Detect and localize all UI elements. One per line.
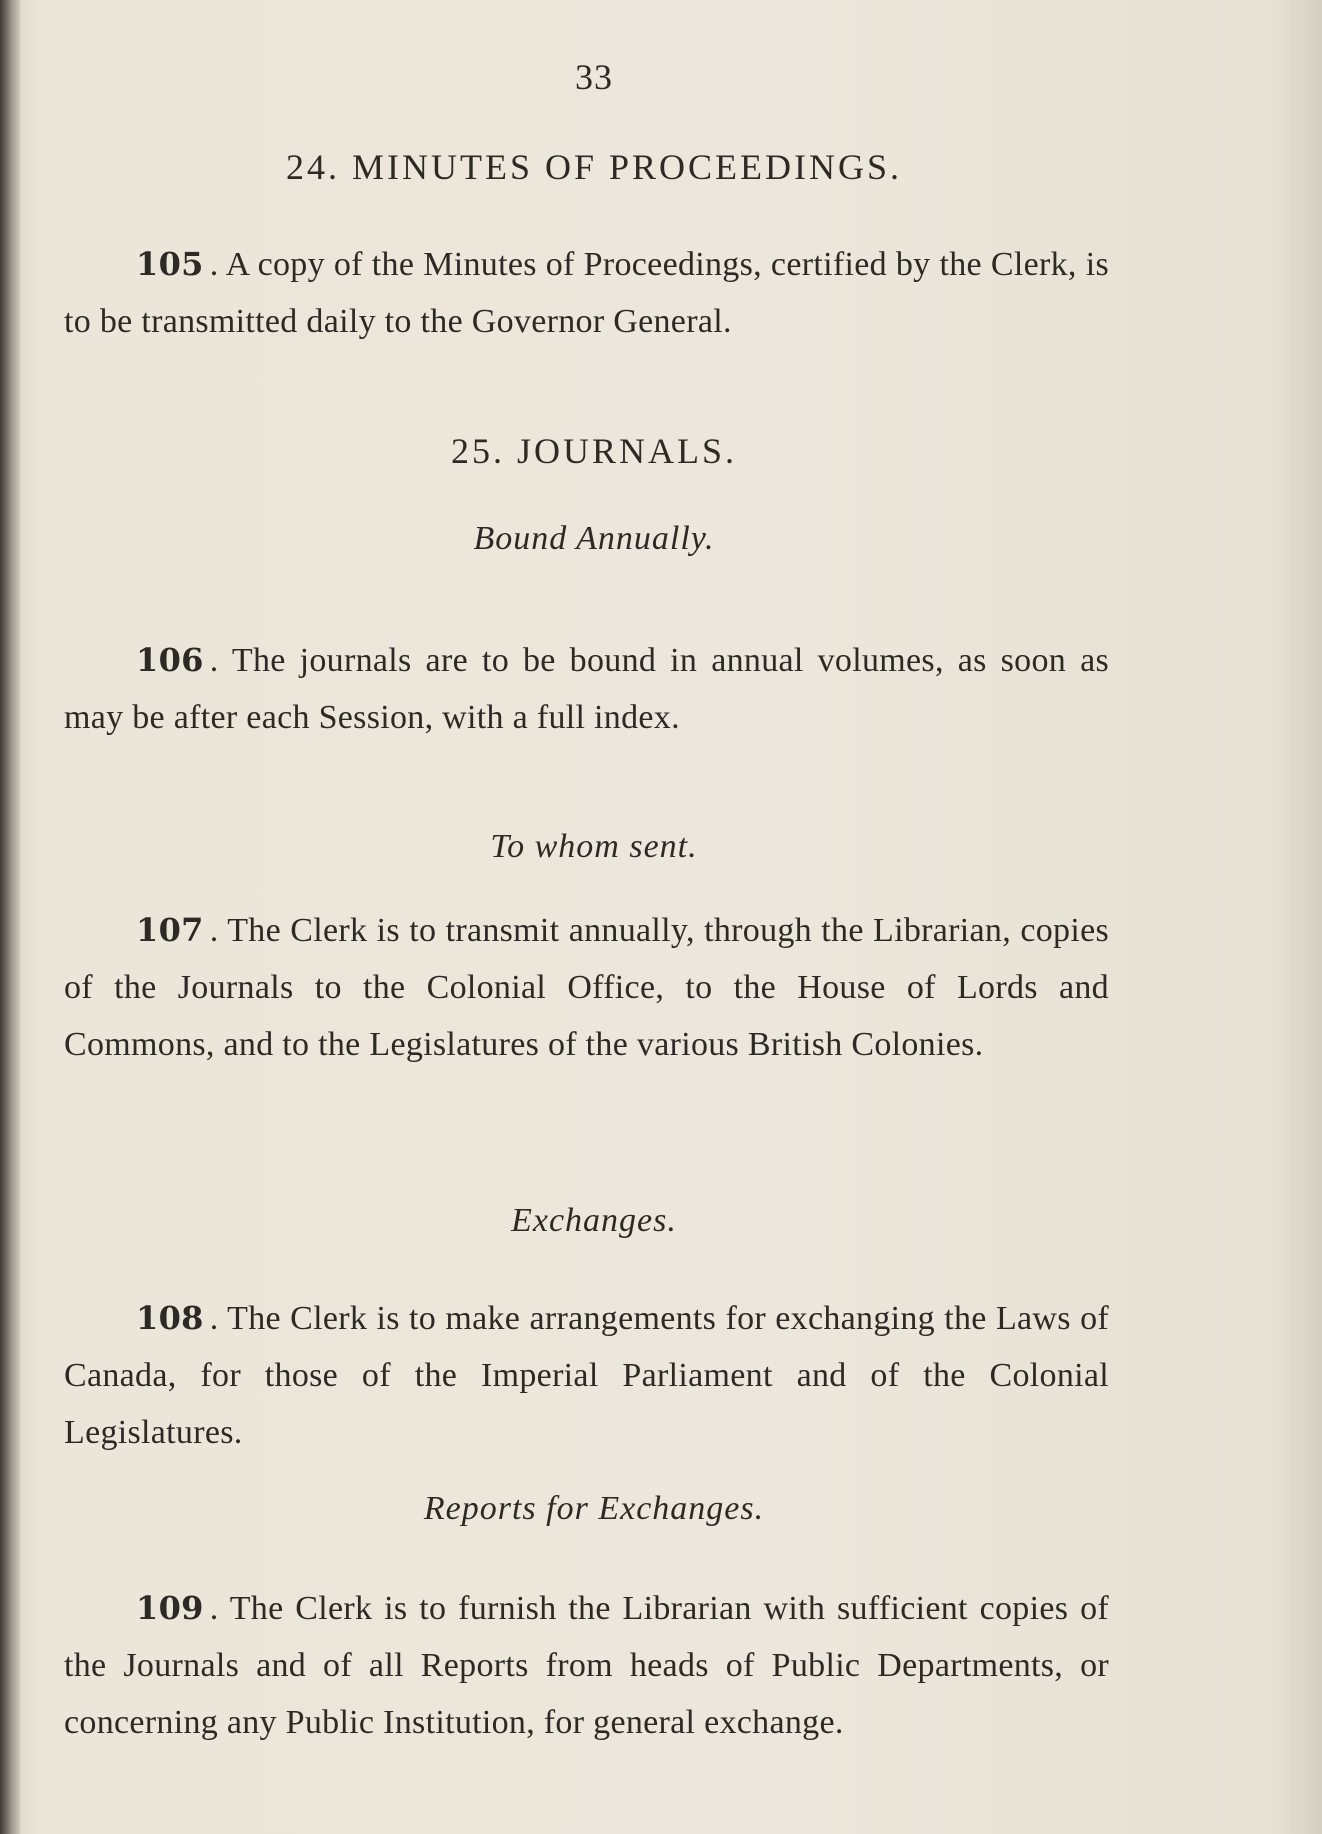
paragraph-106	[64, 632, 1109, 746]
book-binding	[0, 0, 20, 1834]
section-heading-journals: 25. JOURNALS.	[450, 431, 738, 471]
paragraph-109	[64, 1580, 1109, 1751]
subheading-exchanges: Exchanges.	[511, 1202, 677, 1239]
subheading-to-whom-sent: To whom sent.	[490, 828, 698, 865]
paragraph-number: 108	[136, 1299, 204, 1337]
paragraph-text: . A copy of the Minutes of Proceedings, certified by the Clerk, is to be transmitted daily to the Governor General.	[64, 246, 1109, 340]
paragraph-number: 105	[136, 245, 204, 283]
page-number: 33	[575, 57, 613, 97]
paragraph-text: . The Clerk is to transmit annually, through the Librarian, copies of the Journals to the Colonial Office, to the House of Lords and Commons, and to the Legislatures of the various British Colonies.	[64, 912, 1109, 1063]
paragraph-number: 107	[136, 911, 204, 949]
paragraph-text: . The journals are to be bound in annual volumes, as soon as may be after each Session, with a full index.	[64, 642, 1109, 736]
paragraph-108	[64, 1290, 1109, 1461]
paragraph-text: . The Clerk is to make arrangements for exchanging the Laws of Canada, for those of the Imperial Parliament and of the Colonial Legislatures.	[64, 1300, 1109, 1451]
paragraph-number: 109	[136, 1589, 204, 1627]
paragraph-105	[64, 236, 1109, 350]
page-content	[64, 50, 1124, 1790]
page-edge-shadow	[1274, 0, 1322, 1834]
subheading-bound-annually: Bound Annually.	[473, 520, 715, 557]
paragraph-text: . The Clerk is to furnish the Librarian with sufficient copies of the Journals and of all Reports from heads of Public Departments, or concerning any Public Institution, for general exchange.	[64, 1590, 1109, 1741]
paragraph-number: 106	[136, 641, 204, 679]
subheading-reports-for-exchanges: Reports for Exchanges.	[423, 1490, 765, 1527]
paragraph-107	[64, 902, 1109, 1073]
section-heading-minutes: 24. MINUTES OF PROCEEDINGS.	[285, 147, 903, 187]
